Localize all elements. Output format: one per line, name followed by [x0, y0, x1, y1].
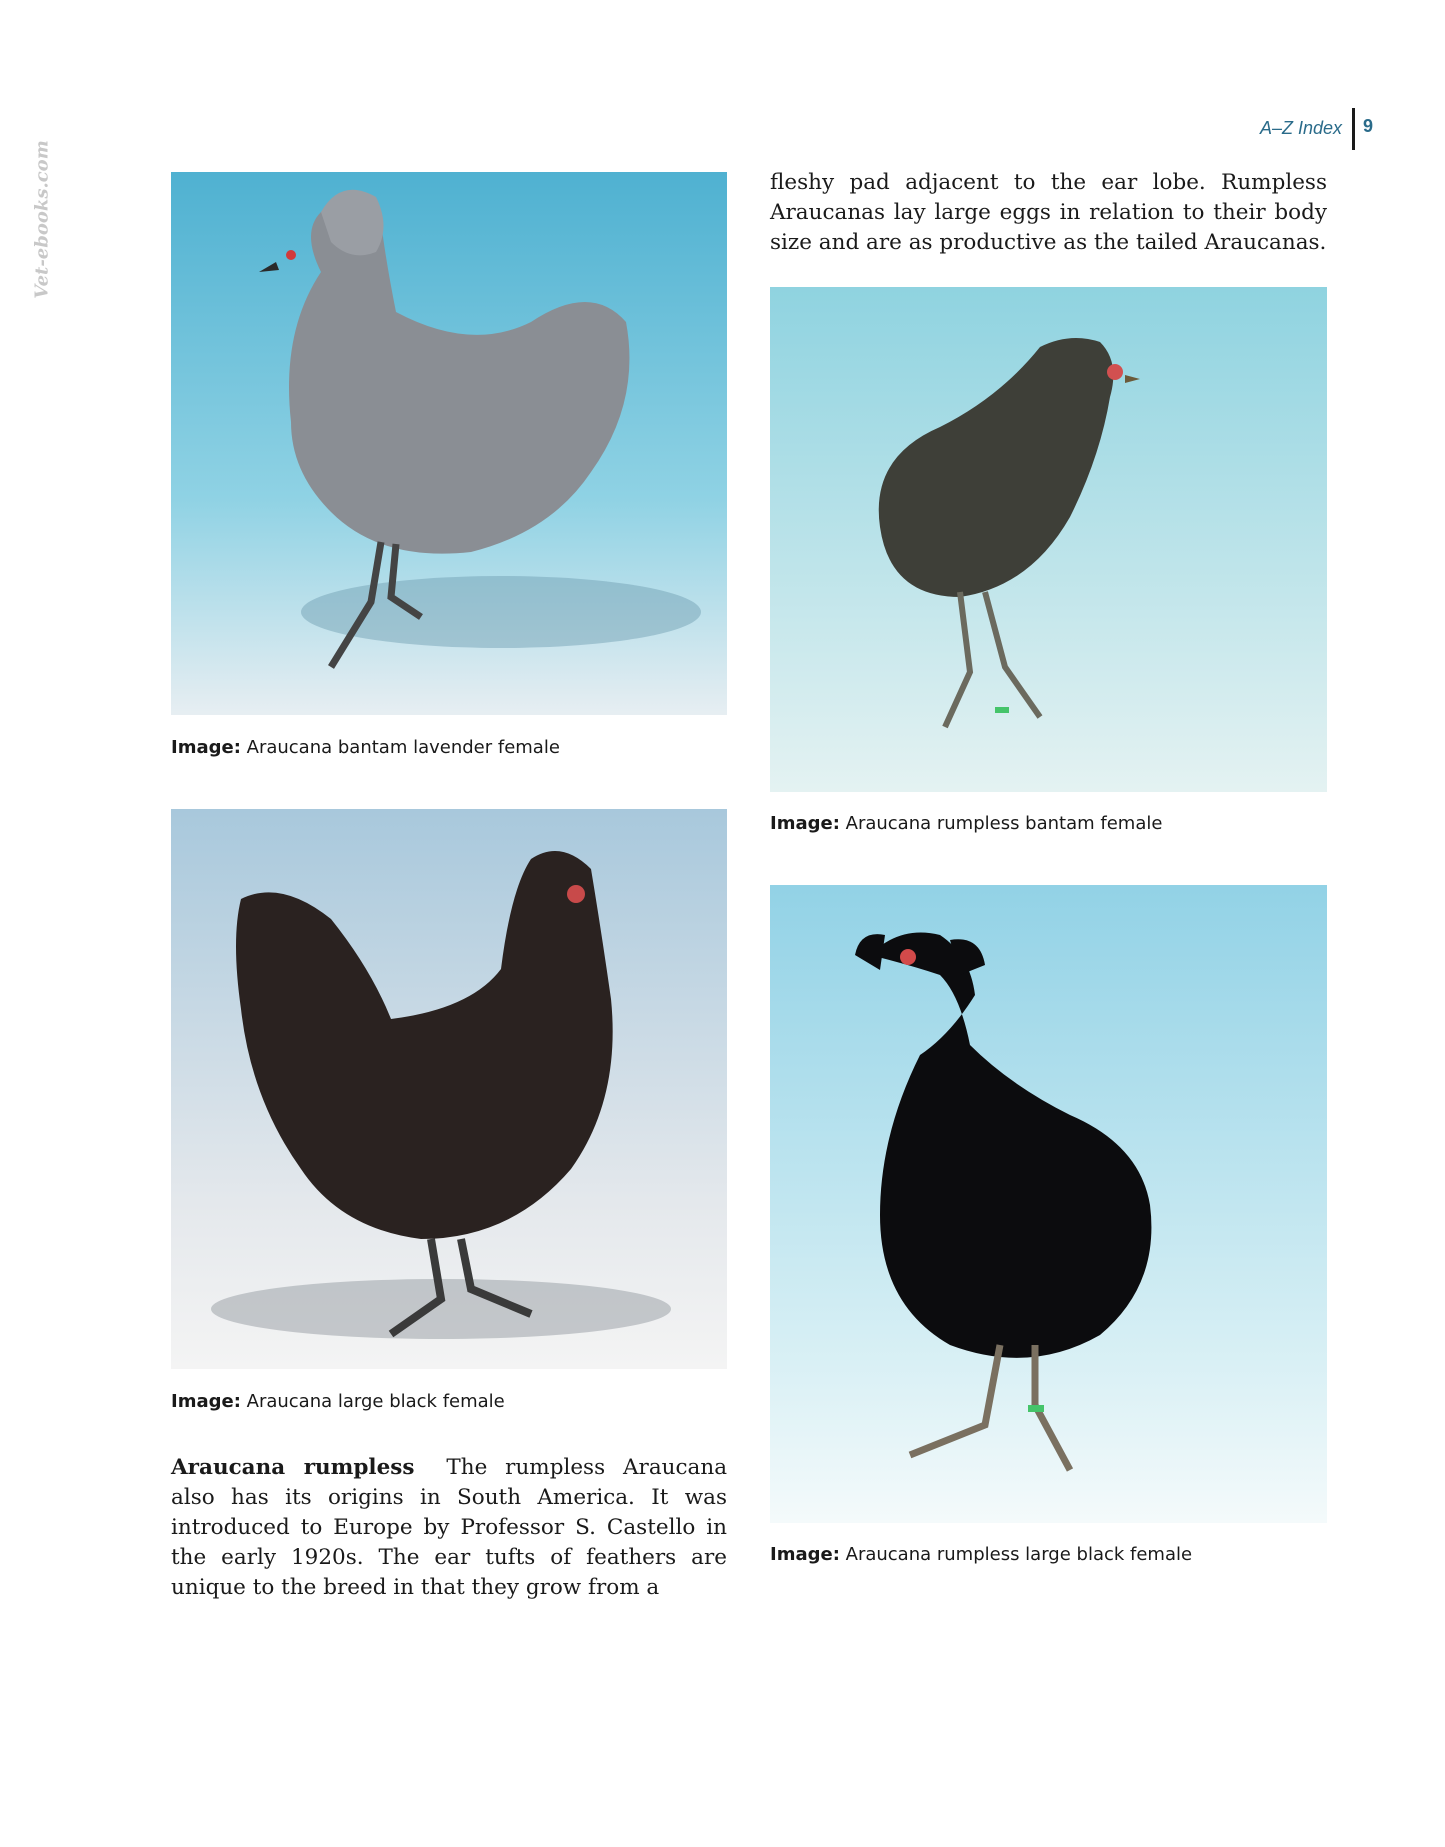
photo-araucana-large-black — [171, 809, 727, 1369]
photo-large-black-image — [171, 809, 727, 1369]
caption-text: Araucana large black female — [246, 1391, 505, 1412]
photo-caption — [770, 813, 1162, 834]
section-paragraph: The rumpless Araucana also has its origins in South America. It was introduced to Europe by Professor S. Castello in the early 1920s. The ear tufts of feathers are unique to the breed in that they grow from a — [171, 1455, 728, 1600]
photo-rumpless-bantam-image — [770, 287, 1327, 792]
photo-rumpless-large-black-image — [770, 885, 1327, 1523]
photo-lavender-hen-image — [171, 172, 727, 715]
photo-caption — [770, 1544, 1192, 1565]
photo-araucana-rumpless-large-black — [770, 885, 1327, 1523]
caption-label: Image: — [770, 1544, 840, 1565]
photo-araucana-bantam-lavender — [171, 172, 727, 715]
running-header — [1260, 108, 1373, 156]
photo-caption — [171, 1391, 505, 1412]
header-divider — [1352, 108, 1355, 150]
caption-text: Araucana rumpless large black female — [845, 1544, 1193, 1565]
caption-text: Araucana bantam lavender female — [246, 737, 560, 758]
header-section-title: A–Z Index — [1259, 118, 1342, 138]
photo-caption — [171, 737, 560, 758]
watermark-logo: Vet-ebooks.com — [31, 140, 53, 299]
watermark — [16, 140, 53, 305]
caption-label: Image: — [171, 737, 241, 758]
section-araucana-rumpless — [171, 1453, 727, 1603]
caption-label: Image: — [171, 1391, 241, 1412]
caption-label: Image: — [770, 813, 840, 834]
page-number: 9 — [1362, 116, 1373, 136]
continued-paragraph: fleshy pad adjacent to the ear lobe. Rumpless Araucanas lay large eggs in relation to their body size and are as productive as the tailed Araucanas. — [770, 170, 1327, 255]
section-heading: Araucana rumpless — [171, 1455, 415, 1480]
caption-text: Araucana rumpless bantam female — [845, 813, 1163, 834]
photo-araucana-rumpless-bantam — [770, 287, 1327, 792]
